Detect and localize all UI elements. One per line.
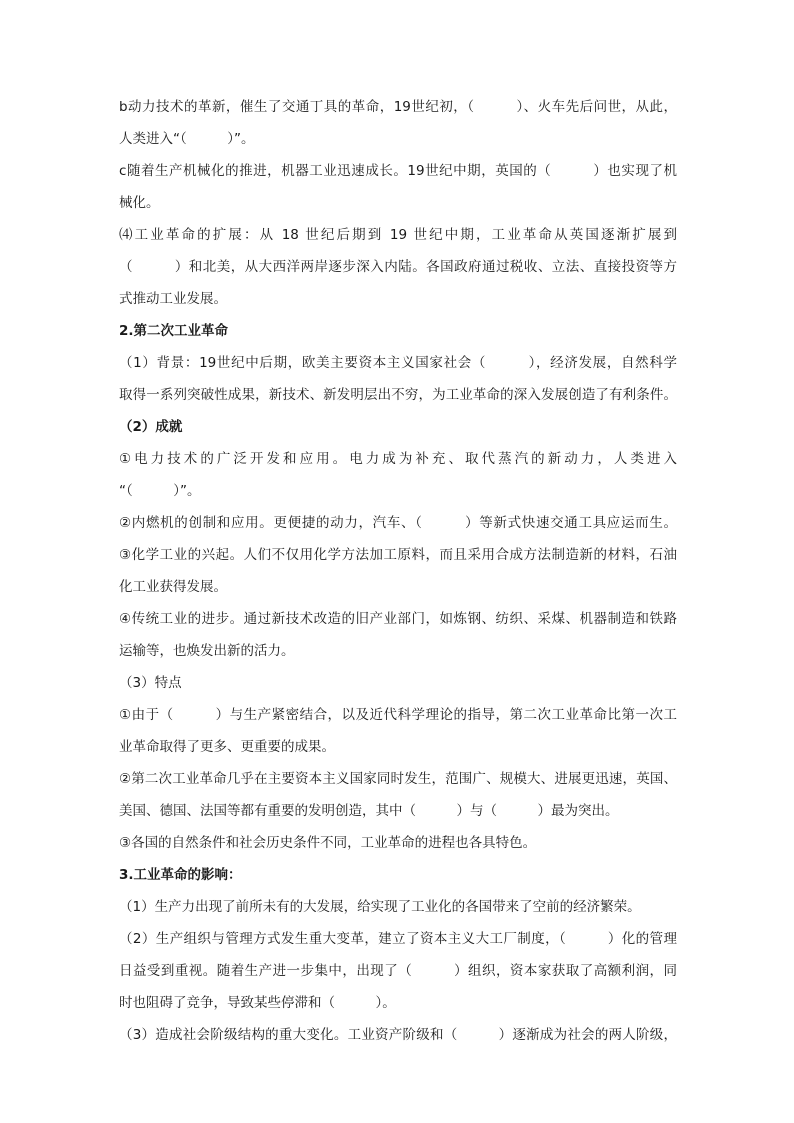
text-line: ①电力技术的广泛开发和应用。电力成为补充、取代蒸汽的新动力，人类进入 bbox=[119, 451, 677, 467]
text-line: 人类进入“（ ）”。 bbox=[119, 131, 255, 147]
text-line: 化工业获得发展。 bbox=[119, 579, 227, 595]
text-line: 时也阻碍了竞争，导致某些停滞和（ ）。 bbox=[119, 995, 396, 1011]
text-line: 业革命取得了更多、更重要的成果。 bbox=[119, 739, 335, 755]
text-line: 3.工业革命的影响： bbox=[119, 867, 242, 883]
text-line: （3）特点 bbox=[119, 675, 182, 691]
text-line: （2）生产组织与管理方式发生重大变革，建立了资本主义大工厂制度，（ ）化的管理 bbox=[119, 931, 677, 947]
text-line: ③各国的自然条件和社会历史条件不同，工业革命的进程也各具特色。 bbox=[119, 835, 537, 851]
text-line: （2）成就 bbox=[119, 419, 183, 435]
text-line: 日益受到重视。随着生产进一步集中，出现了（ ）组织，资本家获取了高额利润，同 bbox=[119, 963, 677, 979]
text-line: “（ ）”。 bbox=[119, 483, 201, 499]
text-line: 式推动工业发展。 bbox=[119, 291, 227, 307]
text-line: 美国、德国、法国等都有重要的发明创造，其中（ ）与（ ）最为突出。 bbox=[119, 803, 619, 819]
document-page bbox=[119, 97, 677, 1057]
text-line: 取得一系列突破性成果，新技术、新发明层出不穷，为工业革命的深入发展创造了有利条件。 bbox=[119, 387, 677, 403]
text-line: 2.第二次工业革命 bbox=[119, 323, 229, 339]
text-line: 械化。 bbox=[119, 195, 160, 211]
text-line: ⑷工业革命的扩展：从 18 世纪后期到 19 世纪中期，工业革命从英国逐渐扩展到 bbox=[119, 227, 677, 243]
text-line: c随着生产机械化的推进，机器工业迅速成长。19世纪中期，英国的（ ）也实现了机 bbox=[119, 163, 677, 179]
text-line: （ ）和北美，从大西洋两岸逐步深入内陆。各国政府通过税收、立法、直接投资等方 bbox=[119, 259, 677, 275]
text-line: 运输等，也焕发出新的活力。 bbox=[119, 643, 295, 659]
text-line: ④传统工业的进步。通过新技术改造的旧产业部门，如炼钢、纺织、采煤、机器制造和铁路 bbox=[119, 611, 677, 627]
text-line: ②内燃机的创制和应用。更便捷的动力，汽车、（ ）等新式快速交通工具应运而生。 bbox=[119, 515, 677, 531]
text-body bbox=[119, 97, 677, 1057]
text-line: ②第二次工业革命几乎在主要资本主义国家同时发生，范围广、规模大、进展更迅速，英国、 bbox=[119, 771, 677, 787]
text-line: ③化学工业的兴起。人们不仅用化学方法加工原料，而且采用合成方法制造新的材料，石油 bbox=[119, 547, 677, 563]
text-line: （1）生产力出现了前所未有的大发展，给实现了工业化的各国带来了空前的经济繁荣。 bbox=[119, 899, 641, 915]
text-line: （1）背景：19世纪中后期，欧美主要资本主义国家社会（ ），经济发展，自然科学 bbox=[119, 355, 677, 371]
text-line: （3）造成社会阶级结构的重大变化。工业资产阶级和（ ）逐渐成为社会的两人阶级， bbox=[119, 1027, 677, 1043]
text-line: ①由于（ ）与生产紧密结合，以及近代科学理论的指导，第二次工业革命比第一次工 bbox=[119, 707, 677, 723]
text-line: b动力技术的革新，催生了交通丁具的革命，19世纪初，（ ）、火车先后问世，从此， bbox=[119, 99, 677, 115]
